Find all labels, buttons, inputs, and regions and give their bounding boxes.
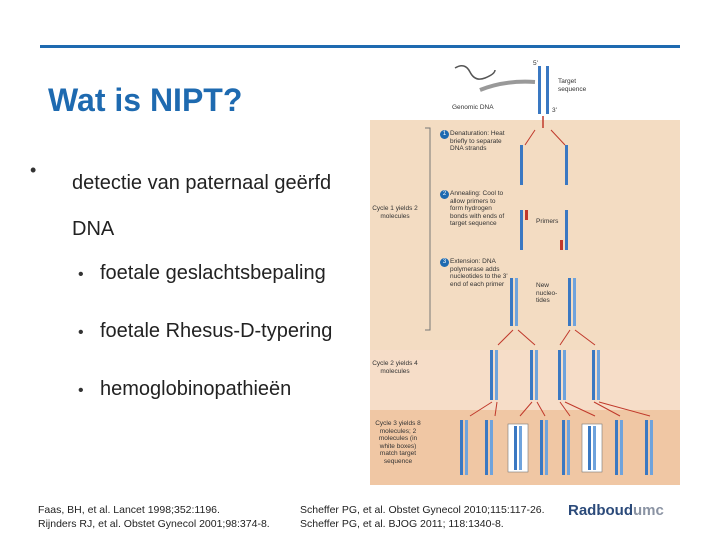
strand (573, 278, 576, 326)
radboudumc-logo (568, 502, 664, 519)
genomic-dna-shape (455, 66, 495, 79)
arrow (565, 402, 595, 416)
arrow (525, 130, 535, 145)
strand (495, 350, 498, 400)
end-label: 3' (552, 107, 557, 114)
arrow (520, 402, 532, 416)
references-left (38, 503, 270, 531)
arrow (537, 402, 545, 416)
page-title: Wat is NIPT? (48, 82, 243, 118)
arrow (560, 330, 570, 345)
arrow (551, 130, 565, 145)
logo-main: Radboud (568, 502, 633, 519)
target-arrow (480, 82, 535, 90)
bullet-marker: • (30, 160, 37, 180)
main-bullet-text: detectie van paternaal geërfd DNA (72, 172, 332, 240)
sub-bullet: • foetale geslachtsbepaling (78, 262, 326, 284)
reference: Rijnders RJ, et al. Obstet Gynecol 2001;98:374-8. (38, 518, 270, 530)
arrow (498, 330, 513, 345)
genomic-dna-label: Genomic DNA (452, 104, 494, 111)
target-sequence-label: Target sequence (558, 78, 587, 93)
logo-suffix: umc (633, 502, 664, 519)
strand (490, 350, 493, 400)
cycle-bracket (425, 128, 430, 330)
step-number: 3 (440, 258, 449, 267)
strand (565, 210, 568, 250)
strand (592, 350, 595, 400)
cycle1-label: Cycle 1 yields 2 molecules (372, 205, 418, 220)
arrow (518, 330, 535, 345)
cycle3-molecules (460, 420, 653, 475)
strand (510, 278, 513, 326)
step-text: Extension: DNA polymerase adds nucleotides to the 3' end of each primer (450, 258, 508, 288)
cycle2-label: Cycle 2 yields 4 molecules (372, 360, 418, 375)
step-number: 2 (440, 190, 449, 199)
reference: Scheffer PG, et al. BJOG 2011; 118:1340-8. (300, 518, 504, 530)
strand (568, 278, 571, 326)
sub-bullet-text: foetale Rhesus-D-typering (100, 320, 333, 342)
strand (597, 350, 600, 400)
references-right (300, 503, 545, 531)
strand (546, 66, 549, 114)
strand (520, 145, 523, 185)
arrow (495, 402, 497, 416)
step-text: Annealing: Cool to allow primers to form hydrogen bonds with ends of target sequence (450, 190, 505, 227)
step-text: Denaturation: Heat briefly to separate DNA strands (450, 130, 505, 152)
cycle3-label: Cycle 3 yields 8 molecules; 2 molecules (in white boxes) match target sequence (375, 420, 421, 465)
strand (558, 350, 561, 400)
sub-bullet: • foetale Rhesus-D-typering (78, 320, 333, 342)
strand (563, 350, 566, 400)
step-number: 1 (440, 130, 449, 139)
new-nucleotides-label: New nucleo-tides (536, 282, 558, 304)
reference: Scheffer PG, et al. Obstet Gynecol 2010;115:117-26. (300, 504, 545, 516)
end-label: 5' (533, 60, 538, 67)
strand (530, 350, 533, 400)
arrow (470, 402, 492, 416)
primers-label: Primers (536, 218, 559, 225)
reference: Faas, BH, et al. Lancet 1998;352:1196. (38, 504, 220, 516)
sub-bullet: • hemoglobinopathieën (78, 378, 292, 400)
strand (535, 350, 538, 400)
strand (515, 278, 518, 326)
pcr-figure (370, 60, 680, 485)
strand (538, 66, 541, 114)
primer (525, 210, 528, 220)
arrow (575, 330, 595, 345)
top-rule (40, 45, 680, 48)
strand (565, 145, 568, 185)
sub-bullet-text: hemoglobinopathieën (100, 378, 292, 400)
strand (520, 210, 523, 250)
sub-bullet-text: foetale geslachtsbepaling (100, 262, 326, 284)
primer (560, 240, 563, 250)
